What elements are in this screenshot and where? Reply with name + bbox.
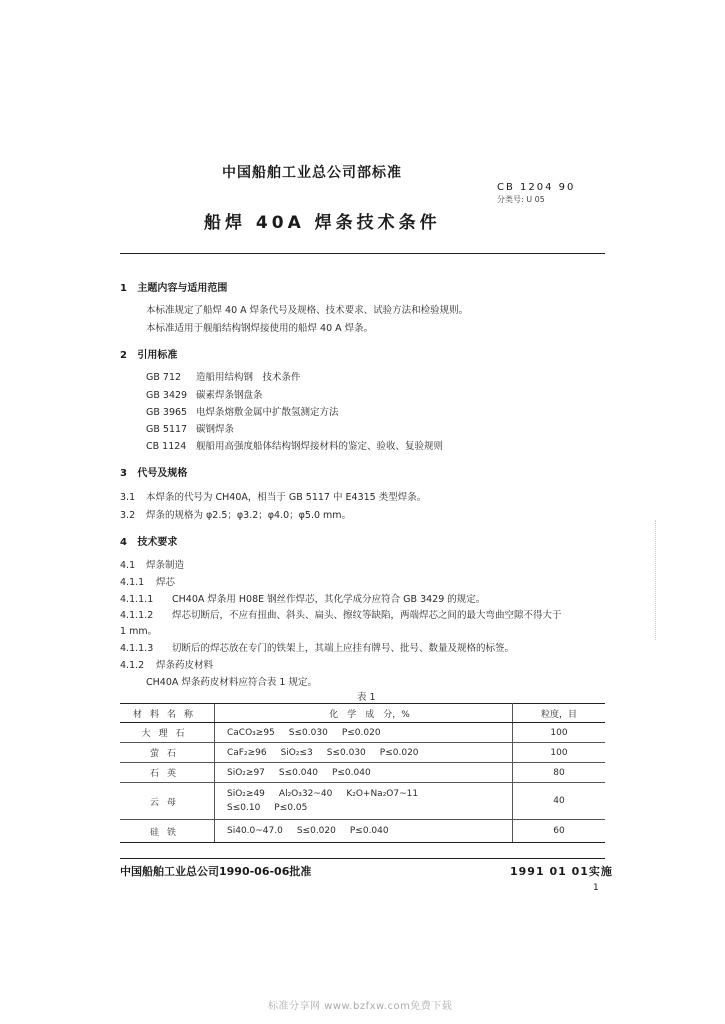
table-row <box>120 783 605 820</box>
cell-material: 石英 <box>120 763 215 783</box>
cell-chem: CaCO₃≥95 S≤0.030 P≤0.020 <box>215 723 513 743</box>
header-chem: 化 学 成 分，% <box>215 704 513 723</box>
cell-size: 100 <box>513 723 606 743</box>
table-row <box>120 763 605 783</box>
cell-chem: CaF₂≥96 SiO₂≤3 S≤0.030 P≤0.020 <box>215 743 513 763</box>
header-material: 材料名称 <box>120 704 215 723</box>
section-1-para-1: 本标准规定了船焊 40 A 焊条代号及规格、技术要求、试验方法和检验规则。 <box>146 305 469 316</box>
table-header-row <box>120 704 605 723</box>
page-number: 1 <box>593 883 599 893</box>
cell-size: 60 <box>513 820 606 843</box>
reference-item: GB 3429 碳素焊条钢盘条 <box>146 390 263 401</box>
header-size: 粒度，目 <box>513 704 606 723</box>
cell-chem: SiO₂≥97 S≤0.040 P≤0.040 <box>215 763 513 783</box>
document-title: 船焊 40A 焊条技术条件 <box>204 213 441 233</box>
cell-size: 40 <box>513 783 606 820</box>
standard-number: CB 1204 90 <box>497 182 576 193</box>
watermark: 标准分享网 www.bzfxw.com免费下载 <box>268 1001 453 1012</box>
clause-4-1-1-2-cont: 1 mm。 <box>120 626 158 637</box>
reference-item: GB 712 造船用结构钢 技术条件 <box>146 372 301 383</box>
cell-material: 云母 <box>120 783 215 820</box>
effective-date: 1991 01 01实施 <box>510 865 613 878</box>
clause-3-1: 3.1 本焊条的代号为 CH40A，相当于 GB 5117 中 E4315 类型焊条。 <box>120 492 427 503</box>
approval-note: 中国船舶工业总公司1990-06-06批准 <box>120 865 312 878</box>
clause-3-2: 3.2 焊条的规格为 φ2.5；φ3.2；φ4.0；φ5.0 mm。 <box>120 510 352 521</box>
reference-item: GB 5117 碳钢焊条 <box>146 424 235 435</box>
table-row <box>120 743 605 763</box>
cell-size: 100 <box>513 743 606 763</box>
clause-4-1: 4.1 焊条制造 <box>120 560 185 571</box>
section-2-heading: 2 引用标准 <box>120 350 178 361</box>
scan-artifact <box>655 520 658 640</box>
materials-table <box>120 703 605 843</box>
clause-4-1-1-1: 4.1.1.1 CH40A 焊条用 H08E 钢丝作焊芯，其化学成分应符合 GB 3429 的规定。 <box>120 594 486 605</box>
clause-4-1-1-2: 4.1.1.2 焊芯切断后，不应有扭曲、斜头、扁头、擦纹等缺陷，两端焊芯之间的最大弯曲空隙不得大于 <box>120 610 562 621</box>
header-rule <box>120 253 605 254</box>
clause-4-1-2-text: CH40A 焊条药皮材料应符合表 1 规定。 <box>146 677 317 688</box>
cell-material: 大理石 <box>120 723 215 743</box>
table-row <box>120 820 605 843</box>
clause-4-1-2: 4.1.2 焊条药皮材料 <box>120 660 214 671</box>
footer-rule <box>120 858 605 859</box>
issuing-organization: 中国船舶工业总公司部标准 <box>222 165 402 181</box>
section-1-para-2: 本标准适用于舰船结构钢焊接使用的船焊 40 A 焊条。 <box>146 323 374 334</box>
cell-material: 萤石 <box>120 743 215 763</box>
section-4-heading: 4 技术要求 <box>120 537 178 548</box>
table-caption: 表 1 <box>357 692 376 703</box>
table-row <box>120 723 605 743</box>
clause-4-1-1: 4.1.1 焊芯 <box>120 577 176 588</box>
cell-chem: Si40.0~47.0 S≤0.020 P≤0.040 <box>215 820 513 843</box>
clause-4-1-1-3: 4.1.1.3 切断后的焊芯放在专门的铁架上，其端上应挂有牌号、批号、数量及规格的标签。 <box>120 643 515 654</box>
cell-material: 硅铁 <box>120 820 215 843</box>
reference-item: GB 3965 电焊条熔敷金属中扩散氢测定方法 <box>146 407 339 418</box>
reference-item: CB 1124 舰船用高强度船体结构钢焊接材料的鉴定、验收、复验规则 <box>146 441 444 452</box>
cell-size: 80 <box>513 763 606 783</box>
cell-chem: SiO₂≥49 Al₂O₃32~40 K₂O+Na₂O7~11 S≤0.10 P≤0.05 <box>215 783 513 820</box>
section-1-heading: 1 主题内容与适用范围 <box>120 283 228 294</box>
classification-number: 分类号: U 05 <box>497 195 545 204</box>
section-3-heading: 3 代号及规格 <box>120 468 188 479</box>
